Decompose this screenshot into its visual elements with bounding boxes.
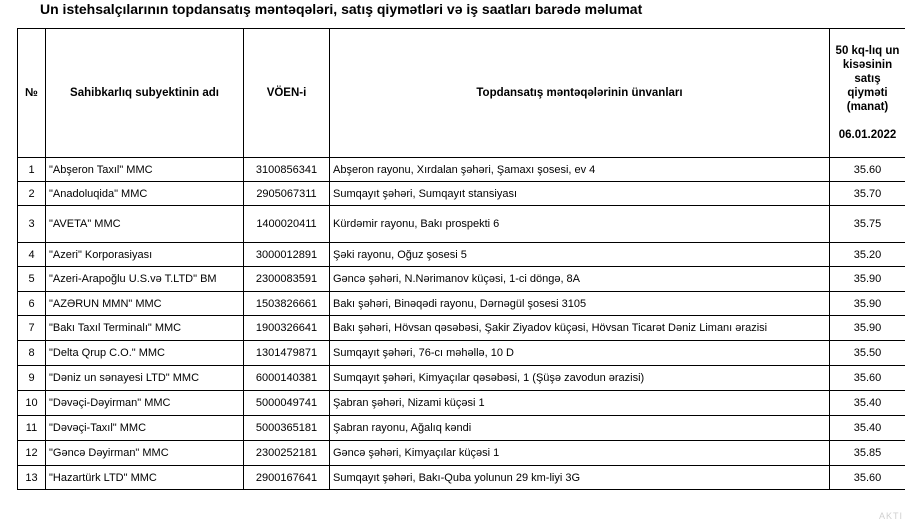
row-number: 5 [18,267,46,292]
header-voen: VÖEN-i [244,29,330,158]
row-address: Gəncə şəhəri, N.Nərimanov küçəsi, 1-ci döngə, 8A [330,267,830,292]
watermark: AKTI [878,511,903,521]
row-voen: 2905067311 [244,182,330,206]
table-row [18,366,905,391]
table-row [18,267,905,292]
row-entity-name: "Dəvəçi-Taxıl" MMC [46,416,244,441]
table-row [18,391,905,416]
row-entity-name: "Hazartürk LTD" MMC [46,466,244,490]
row-price: 35.90 [830,292,905,316]
row-entity-name: "Dəvəçi-Dəyirman" MMC [46,391,244,416]
table-row [18,341,905,366]
row-number: 13 [18,466,46,490]
table-row [18,292,905,316]
row-address: Sumqayıt şəhəri, 76-cı məhəllə, 10 D [330,341,830,366]
row-price: 35.60 [830,158,905,182]
row-address: Sumqayıt şəhəri, Sumqayıt stansiyası [330,182,830,206]
row-voen: 2300083591 [244,267,330,292]
table-row [18,441,905,466]
row-number: 8 [18,341,46,366]
row-price: 35.40 [830,416,905,441]
document-title: Un istehsalçılarının topdansatış məntəqələri, satış qiymətləri və iş saatları barədə məlumat [40,1,643,17]
row-number: 9 [18,366,46,391]
table-row [18,206,905,243]
row-price: 35.90 [830,316,905,341]
row-address: Şəki rayonu, Oğuz şosesi 5 [330,243,830,267]
row-address: Abşeron rayonu, Xırdalan şəhəri, Şamaxı şosesi, ev 4 [330,158,830,182]
header-entity-name: Sahibkarlıq subyektinin adı [46,29,244,158]
row-number: 10 [18,391,46,416]
row-entity-name: "Gəncə Dəyirman" MMC [46,441,244,466]
row-entity-name: "Dəniz un sənayesi LTD" MMC [46,366,244,391]
row-number: 11 [18,416,46,441]
table-row [18,466,905,490]
row-address: Kürdəmir rayonu, Bakı prospekti 6 [330,206,830,243]
row-address: Sumqayıt şəhəri, Kimyaçılar qəsəbəsi, 1 (Şüşə zavodun ərazisi) [330,366,830,391]
row-entity-name: "AVETA" MMC [46,206,244,243]
row-number: 6 [18,292,46,316]
table-row [18,416,905,441]
row-number: 2 [18,182,46,206]
row-price: 35.70 [830,182,905,206]
row-voen: 1900326641 [244,316,330,341]
row-number: 3 [18,206,46,243]
row-entity-name: "Azeri" Korporasiyası [46,243,244,267]
row-voen: 2900167641 [244,466,330,490]
row-address: Sumqayıt şəhəri, Bakı-Quba yolunun 29 km-liyi 3G [330,466,830,490]
row-address: Şabran rayonu, Ağalıq kəndi [330,416,830,441]
table-header-row [18,29,905,158]
row-price: 35.90 [830,267,905,292]
row-voen: 3000012891 [244,243,330,267]
row-price: 35.60 [830,366,905,391]
row-price: 35.50 [830,341,905,366]
row-price: 35.75 [830,206,905,243]
header-number: № [18,29,46,158]
row-price: 35.20 [830,243,905,267]
row-voen: 3100856341 [244,158,330,182]
price-table [17,28,905,490]
row-voen: 5000365181 [244,416,330,441]
row-address: Şabran şəhəri, Nizami küçəsi 1 [330,391,830,416]
row-address: Bakı şəhəri, Hövsan qəsəbəsi, Şakir Ziyadov küçəsi, Hövsan Ticarət Dəniz Limanı ərazisi [330,316,830,341]
header-price-label: 50 kq-lıq un kisəsinin satış qiyməti (manat) [835,45,900,113]
row-voen: 5000049741 [244,391,330,416]
row-voen: 1503826661 [244,292,330,316]
table-row [18,316,905,341]
row-voen: 2300252181 [244,441,330,466]
row-entity-name: "Delta Qrup C.O." MMC [46,341,244,366]
row-voen: 1400020411 [244,206,330,243]
header-addresses: Topdansatış məntəqələrinin ünvanları [330,29,830,158]
header-price [830,29,905,158]
row-entity-name: "AZƏRUN MMN" MMC [46,292,244,316]
row-entity-name: "Azeri-Arapoğlu U.S.və T.LTD" BM [46,267,244,292]
row-number: 12 [18,441,46,466]
row-entity-name: "Anadoluqida" MMC [46,182,244,206]
header-price-date: 06.01.2022 [838,129,897,141]
row-price: 35.60 [830,466,905,490]
table-row [18,182,905,206]
table-row [18,158,905,182]
row-number: 1 [18,158,46,182]
row-price: 35.40 [830,391,905,416]
row-number: 4 [18,243,46,267]
row-entity-name: "Abşeron Taxıl" MMC [46,158,244,182]
row-address: Gəncə şəhəri, Kimyaçılar küçəsi 1 [330,441,830,466]
table-row [18,243,905,267]
row-voen: 1301479871 [244,341,330,366]
row-price: 35.85 [830,441,905,466]
row-address: Bakı şəhəri, Binəqədi rayonu, Dərnəgül şosesi 3105 [330,292,830,316]
row-voen: 6000140381 [244,366,330,391]
row-entity-name: "Bakı Taxıl Terminalı" MMC [46,316,244,341]
row-number: 7 [18,316,46,341]
